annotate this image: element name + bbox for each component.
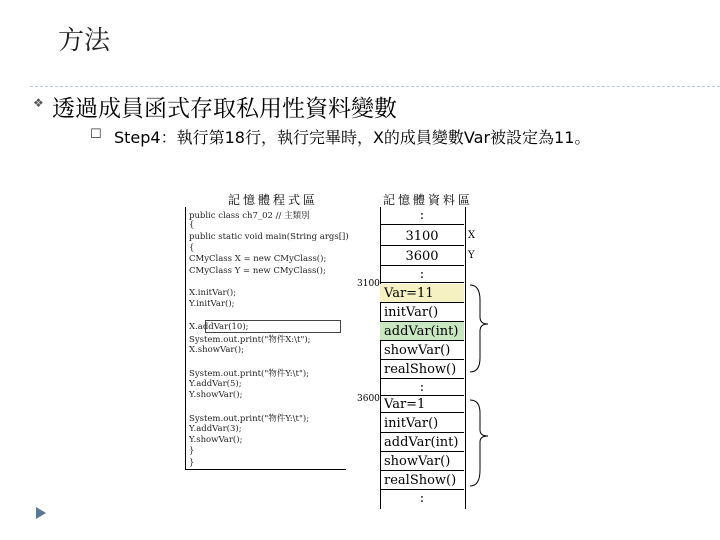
code-line: System.out.print("物件Y:\t"); bbox=[189, 414, 310, 425]
object-y-brace bbox=[470, 400, 488, 486]
memory-cell: : bbox=[380, 267, 464, 283]
code-line: Y.addVar(3); bbox=[189, 423, 242, 434]
code-line: Y.addVar(5); bbox=[189, 378, 242, 389]
memory-cell: : bbox=[380, 207, 464, 225]
memory-cell: initVar() bbox=[380, 303, 464, 322]
address-label-3600: 3600 bbox=[357, 394, 380, 404]
code-line: CMyClass X = new CMyClass(); bbox=[189, 254, 327, 265]
memory-cell: realShow() bbox=[380, 360, 464, 379]
memory-cell: showVar() bbox=[380, 341, 464, 360]
memory-cell: : bbox=[380, 379, 464, 396]
code-line: public static void main(String args[]) bbox=[189, 231, 349, 242]
memory-cell: addVar(int) bbox=[380, 433, 464, 452]
code-line: } bbox=[189, 446, 195, 457]
code-line: CMyClass Y = new CMyClass(); bbox=[189, 265, 326, 276]
address-label-3100: 3100 bbox=[357, 279, 380, 289]
bullet-level2: Step4：執行第18行，執行完畢時，X的成員變數Var被設定為11。 bbox=[114, 128, 591, 147]
code-line: } bbox=[189, 457, 195, 468]
code-line: Y.showVar(); bbox=[189, 389, 243, 400]
code-line: public class ch7_02 // 主類別 bbox=[189, 211, 310, 221]
object-label-y: Y bbox=[468, 250, 475, 261]
code-line: X.showVar(); bbox=[189, 344, 244, 355]
code-line: Y.initVar(); bbox=[189, 299, 235, 310]
memory-cell: realShow() bbox=[380, 471, 464, 490]
code-line: X.initVar(); bbox=[189, 288, 237, 299]
code-line: X.addVar(10); bbox=[189, 322, 249, 332]
code-area-header: 記憶體程式區 bbox=[228, 193, 319, 207]
memory-area-header: 記憶體資料區 bbox=[383, 193, 474, 207]
bullet-level1: 透過成員函式存取私用性資料變數 bbox=[52, 96, 397, 122]
page-title: 方法 bbox=[58, 26, 111, 56]
memory-cell: Var=11 bbox=[380, 284, 464, 303]
memory-cell: showVar() bbox=[380, 452, 464, 471]
memory-cell: Var=1 bbox=[380, 397, 464, 413]
code-line: { bbox=[189, 220, 195, 231]
code-line: { bbox=[189, 242, 195, 253]
code-line: Y.showVar(); bbox=[189, 435, 243, 445]
bullet-diamond-icon: ❖ bbox=[33, 96, 44, 110]
memory-cell: : bbox=[419, 491, 425, 506]
object-label-x: X bbox=[468, 230, 476, 241]
memory-cell: initVar() bbox=[380, 414, 464, 433]
code-line: System.out.print("物件Y:\t"); bbox=[189, 369, 310, 380]
bullet-square-icon: ☐ bbox=[90, 127, 102, 142]
memory-cell: addVar(int) bbox=[380, 322, 464, 341]
memory-cell: 3600 bbox=[380, 247, 464, 266]
object-x-brace bbox=[470, 285, 488, 372]
footer-arrow-icon bbox=[35, 506, 47, 520]
memory-cell: 3100 bbox=[380, 227, 464, 246]
code-line: System.out.print("物件X:\t"); bbox=[189, 335, 311, 346]
